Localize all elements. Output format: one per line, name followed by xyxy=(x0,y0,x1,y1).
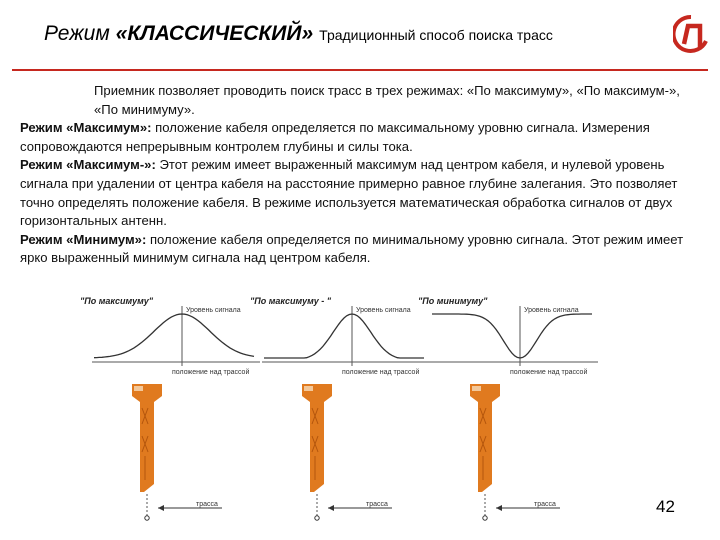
arrow-head-icon xyxy=(328,505,334,511)
logo-icon xyxy=(673,14,709,54)
page-number: 42 xyxy=(656,497,675,516)
max-mode-text: положение кабеля определяется по максимальному уровню сигнала. Измерения сопровождаются непрерывным контролем глубины и силы тока. xyxy=(20,120,650,154)
trace-label: трасса xyxy=(366,501,388,508)
cable-locator-receiver-icon xyxy=(470,384,500,492)
max-mode-paragraph xyxy=(20,119,690,156)
mode-panel xyxy=(418,296,598,520)
min-mode-paragraph xyxy=(20,231,690,268)
cable-locator-receiver-icon xyxy=(302,384,332,492)
trace-point xyxy=(315,516,319,520)
maxminus-mode-text: Этот режим имеет выраженный максимум над центром кабеля, и нулевой уровень сигнала при удалении от центра кабеля на расстояние примерно равное глубине залегания. Это позволяет точно определять положение кабеля. В режиме используется математическая обработка сигналов от двух горизонтальных антенн. xyxy=(20,157,678,229)
maxminus-mode-paragraph xyxy=(20,156,690,230)
modes-illustration xyxy=(62,296,662,528)
trace-label: трасса xyxy=(534,501,556,508)
arrow-head-icon xyxy=(158,505,164,511)
panel-title: "По минимуму" xyxy=(418,296,488,306)
slide-header xyxy=(44,22,644,62)
x-axis-label: положение над трассой xyxy=(342,369,420,376)
header-subtitle: Традиционный способ поиска трасс xyxy=(319,27,553,43)
maxminus-mode-label: Режим «Максимум-»: xyxy=(20,157,156,173)
max-mode-label: Режим «Максимум»: xyxy=(20,120,152,136)
panel-title: "По максимуму - " xyxy=(250,296,332,306)
x-axis-label: положение над трассой xyxy=(510,369,588,376)
modes-illustration-svg xyxy=(62,296,662,528)
mode-panel xyxy=(250,296,430,520)
header-mode-word: Режим xyxy=(44,22,110,45)
min-mode-label: Режим «Минимум»: xyxy=(20,231,147,247)
trace-point xyxy=(145,516,149,520)
mode-panel xyxy=(80,296,260,520)
signal-curve xyxy=(94,314,254,358)
header-divider xyxy=(12,69,708,71)
signal-curve xyxy=(432,314,592,358)
arrow-head-icon xyxy=(496,505,502,511)
y-axis-label: Уровень сигнала xyxy=(524,307,579,314)
trace-point xyxy=(483,516,487,520)
header-mode-name: «КЛАССИЧЕСКИЙ» xyxy=(115,22,314,45)
min-mode-text: положение кабеля определяется по минимальному уровню сигнала. Этот режим имеет ярко выраженный минимум сигнала над центром кабеля. xyxy=(20,231,684,266)
y-axis-label: Уровень сигнала xyxy=(186,307,241,314)
panel-title: "По максимуму" xyxy=(80,296,154,306)
cable-locator-receiver-icon xyxy=(132,384,162,492)
trace-label: трасса xyxy=(196,501,218,508)
y-axis-label: Уровень сигнала xyxy=(356,307,411,314)
slide-body xyxy=(20,82,690,268)
signal-curve xyxy=(264,314,424,358)
intro-paragraph: Приемник позволяет проводить поиск трасс в трех режимах: «По максимуму», «По максимум-», «По минимуму». xyxy=(94,83,680,117)
x-axis-label: положение над трассой xyxy=(172,369,250,376)
